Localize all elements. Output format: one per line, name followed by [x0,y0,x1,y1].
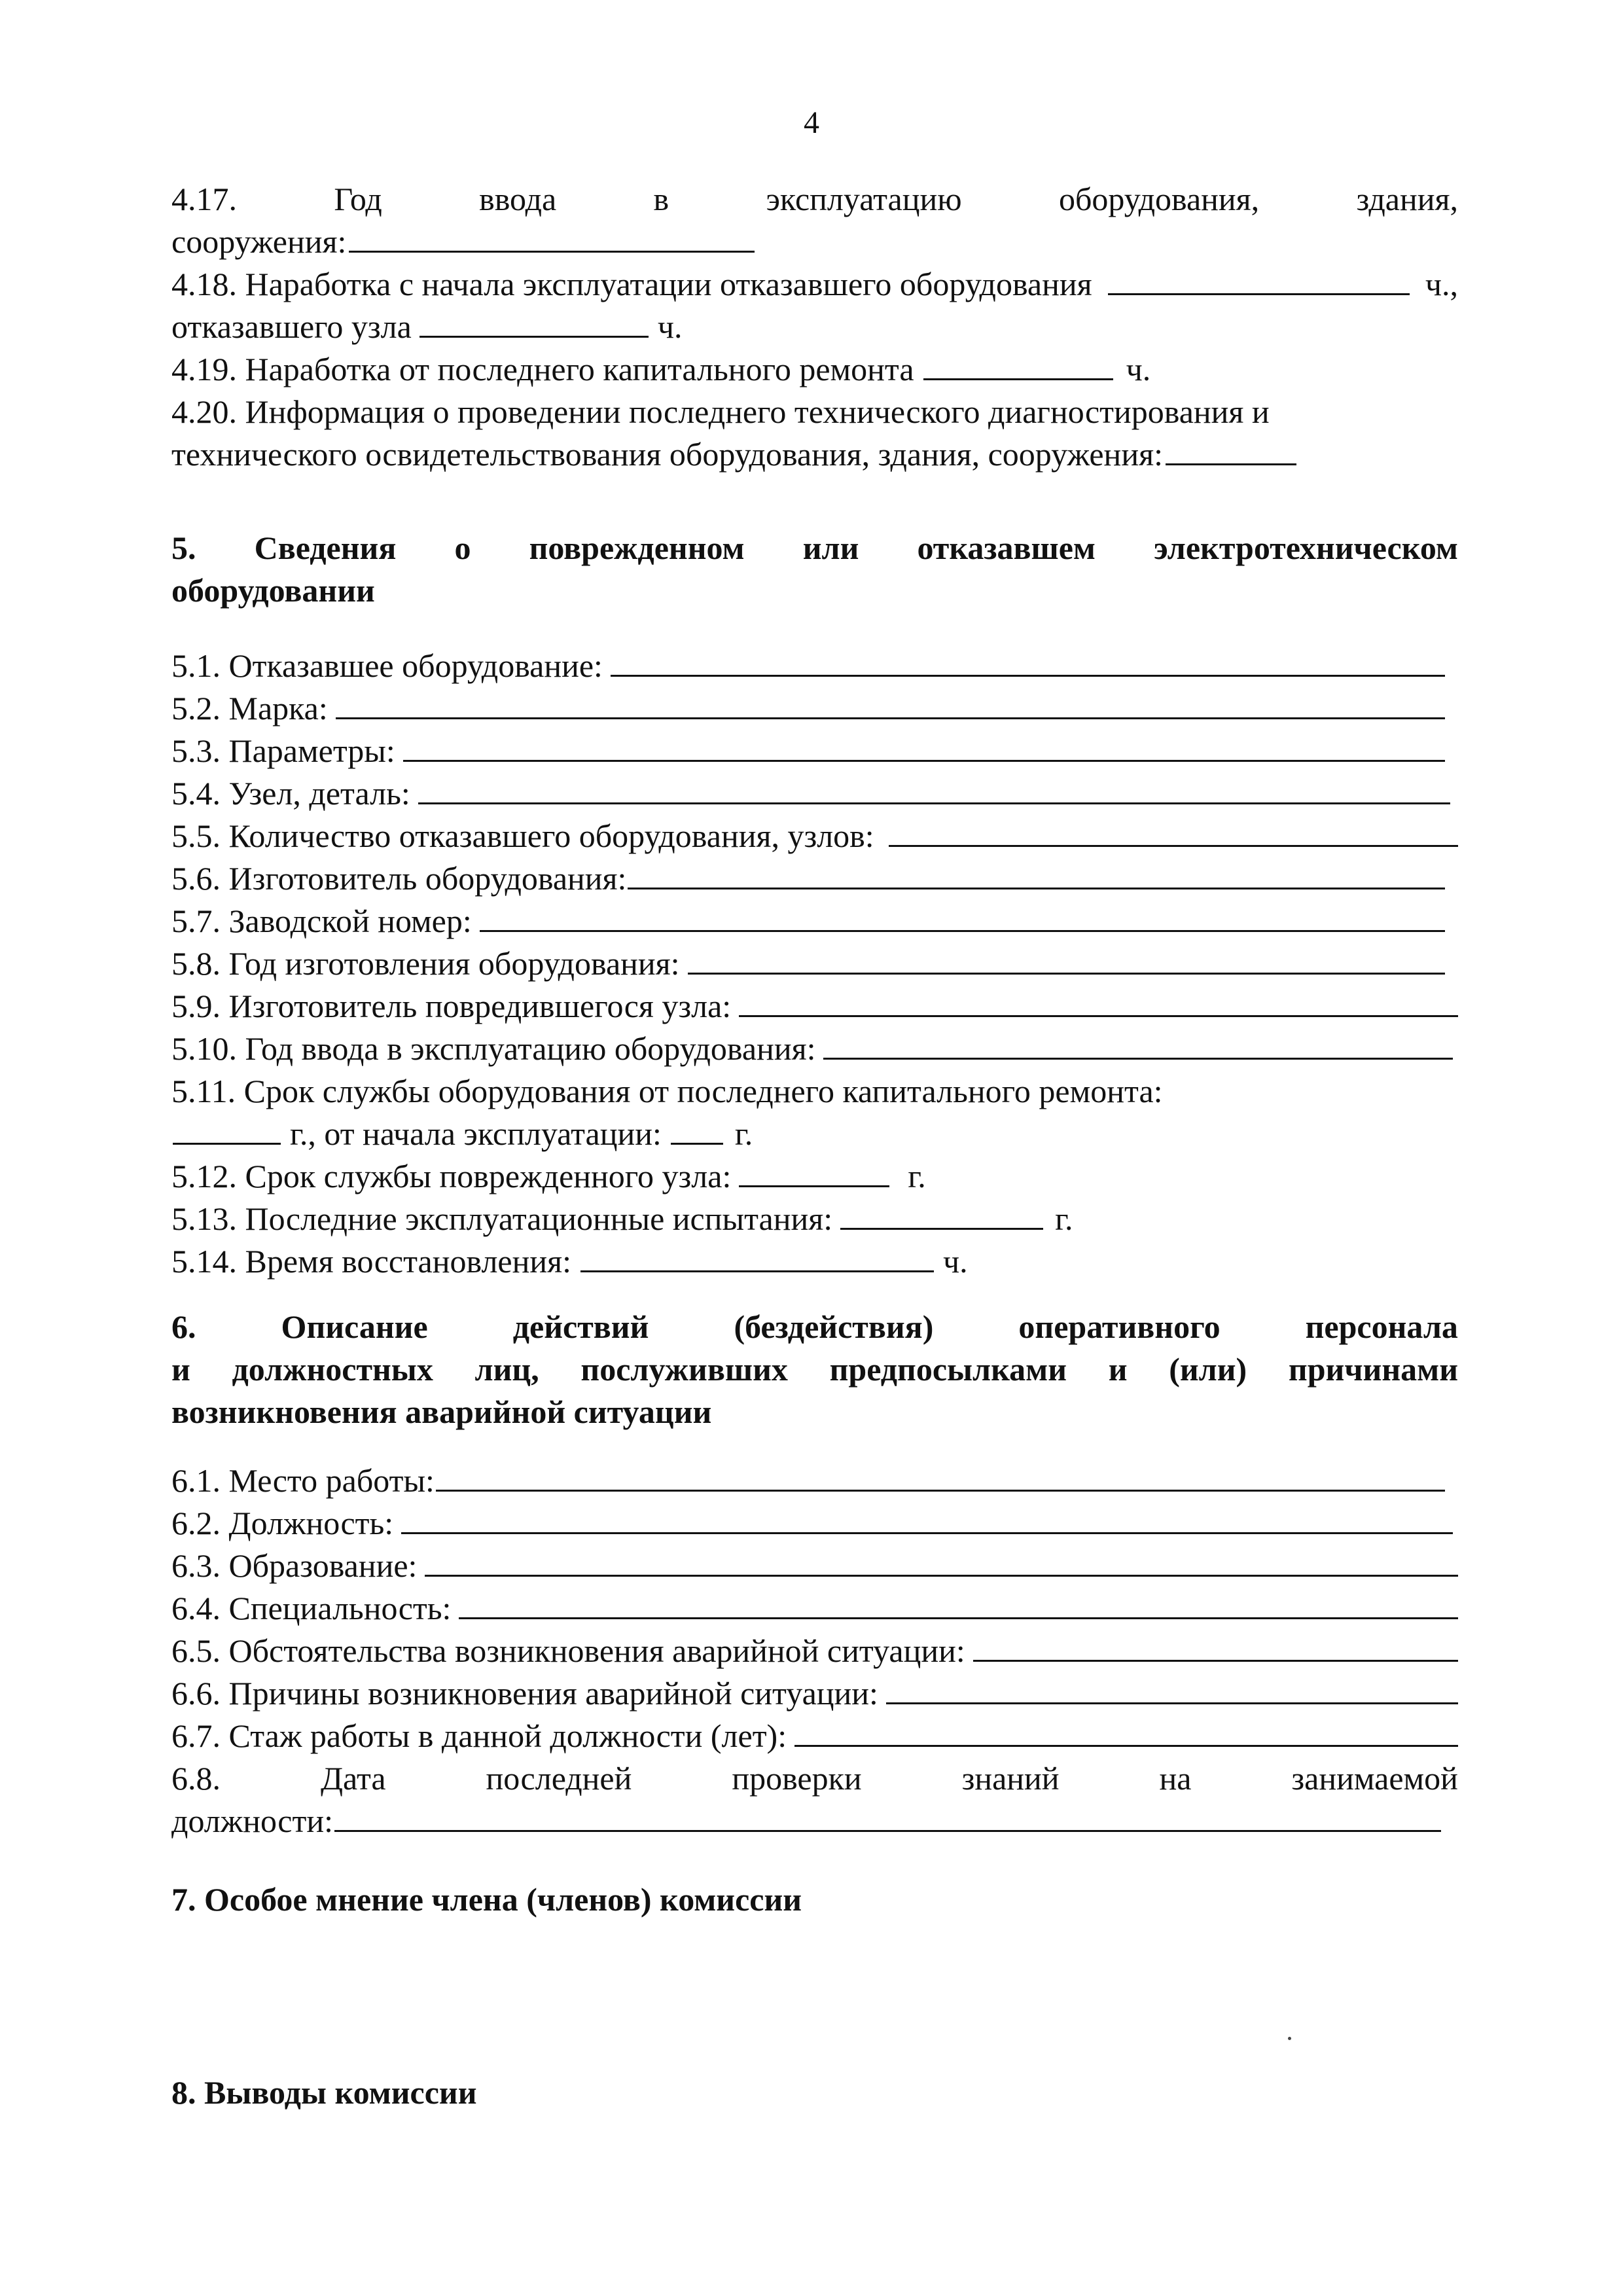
item-4-17-cont-label: сооружения: [171,223,347,260]
item-label: 5.7. Заводской номер: [171,903,472,939]
item-label: 5.6. Изготовитель оборудования: [171,860,627,897]
hours-since-overhaul-field[interactable] [923,351,1113,381]
item-label: 6.3. Образование: [171,1547,418,1584]
item-6-8-cont [171,1800,1458,1842]
item-label: 5.5. Количество отказавшего оборудования, узлов: [171,817,874,854]
recovery-time-field[interactable] [580,1243,934,1273]
experience-field[interactable] [794,1717,1458,1748]
heading-word: отказавшем [917,529,1096,566]
heading-word: предпосылками [829,1351,1067,1388]
section-6-heading [171,1306,1458,1433]
item-6-6 [171,1672,1458,1715]
item-label: 5.11. Срок службы оборудования от последнего капитального ремонта: [171,1073,1163,1109]
heading-line: возникновения аварийной ситуации [171,1393,712,1430]
heading-word: Сведения [254,529,397,566]
item-4-17-word: 4.17. [171,181,237,217]
item-word: 6.8. [171,1760,221,1797]
parameters-field[interactable] [403,732,1445,762]
heading-word: 5. [171,529,196,566]
item-label: 5.4. Узел, деталь: [171,775,410,812]
item-label: 5.14. Время восстановления: [171,1243,571,1280]
commission-year-equipment-field[interactable] [823,1030,1453,1060]
unit-label: г. [1055,1200,1073,1237]
item-label: должности: [171,1803,333,1839]
failed-equipment-hours-field[interactable] [1108,266,1410,296]
heading-word: послуживших [580,1351,788,1388]
item-5-13 [171,1198,1458,1240]
item-label: 5.13. Последние эксплуатационные испытания: [171,1200,833,1237]
heading-word: причинами [1288,1351,1458,1388]
item-label: 5.10. Год ввода в эксплуатацию оборудования: [171,1030,816,1067]
item-6-2 [171,1502,1458,1545]
item-5-7 [171,900,1458,942]
workplace-field[interactable] [436,1462,1445,1492]
item-4-17-word: эксплуатацию [766,181,962,217]
item-label: 6.6. Причины возникновения аварийной ситуации: [171,1675,878,1712]
commission-year-field[interactable] [349,223,755,253]
serial-number-field[interactable] [480,903,1445,933]
heading-word: поврежденном [529,529,745,566]
last-knowledge-check-field[interactable] [334,1803,1441,1833]
item-4-17-word: в [653,181,669,217]
item-4-19 [171,348,1458,391]
item-word: знаний [961,1760,1060,1797]
item-6-5 [171,1630,1458,1672]
unit-label: ч. [1126,351,1151,387]
failed-count-field[interactable] [889,817,1458,848]
service-life-overhaul-field[interactable] [173,1115,281,1145]
diagnostics-info-field[interactable] [1166,436,1296,466]
node-manufacturer-field[interactable] [739,988,1458,1018]
section-7-heading: 7. Особое мнение члена (членов) комиссии [171,1881,802,1918]
section-8-heading: 8. Выводы комиссии [171,2074,477,2111]
item-word: последней [486,1760,632,1797]
heading-word: должностных [232,1351,433,1388]
circumstances-field[interactable] [973,1632,1458,1662]
item-5-4 [171,772,1458,815]
last-tests-field[interactable] [840,1200,1043,1230]
item-label: 6.4. Специальность: [171,1590,452,1626]
item-6-1 [171,1460,1458,1502]
item-4-17-word: Год [334,181,382,217]
item-label: 5.12. Срок службы поврежденного узла: [171,1158,732,1194]
heading-word: (бездействия) [734,1308,934,1345]
item-4-17-cont [171,221,1458,263]
item-5-9 [171,985,1458,1028]
item-label: 5.2. Марка: [171,690,328,726]
item-4-17-word: ввода [479,181,557,217]
brand-field[interactable] [336,690,1445,720]
item-5-2 [171,687,1458,730]
item-5-5 [171,815,1458,857]
item-5-6 [171,857,1458,900]
item-5-12 [171,1155,1458,1198]
heading-word: персонала [1305,1308,1458,1345]
heading-word: лиц, [474,1351,539,1388]
heading-word: о [454,529,471,566]
item-label: 5.9. Изготовитель повредившегося узла: [171,988,732,1024]
item-5-8 [171,942,1458,985]
service-life-start-field[interactable] [671,1115,723,1145]
heading-word: 6. [171,1308,196,1345]
item-4-17-word: здания, [1356,181,1458,217]
item-label: 5.8. Год изготовления оборудования: [171,945,680,982]
heading-word: (или) [1169,1351,1247,1388]
manufacture-year-field[interactable] [688,945,1445,975]
item-5-11 [171,1070,1458,1113]
item-6-7 [171,1715,1458,1757]
item-word: занимаемой [1291,1760,1458,1797]
item-4-20 [171,391,1458,476]
item-4-18-cont-label: отказавшего узла [171,308,412,345]
item-4-17 [171,178,1458,221]
item-label: 6.7. Стаж работы в данной должности (лет): [171,1717,787,1754]
heading-word: или [802,529,859,566]
unit-label: г. [734,1115,753,1152]
manufacturer-field[interactable] [628,860,1445,890]
failed-node-hours-field[interactable] [419,308,649,338]
failed-equipment-field[interactable] [611,647,1445,677]
unit-label: ч. [657,308,683,345]
item-5-11-cont [171,1113,1458,1155]
item-6-3 [171,1545,1458,1587]
item-5-1 [171,645,1458,687]
section-7-content-area[interactable] [171,1921,1458,1986]
heading-word: и [171,1351,190,1388]
item-label: 6.5. Обстоятельства возникновения аварийной ситуации: [171,1632,965,1669]
item-4-18-label: 4.18. Наработка с начала эксплуатации отказавшего оборудования [171,266,1092,302]
education-field[interactable] [425,1547,1458,1577]
item-5-14 [171,1240,1458,1283]
item-5-3 [171,730,1458,772]
item-label: 6.1. Место работы: [171,1462,435,1499]
causes-field[interactable] [886,1675,1458,1705]
heading-word: действий [512,1308,649,1345]
unit-label: г., от начала эксплуатации: [290,1115,662,1152]
position-field[interactable] [401,1505,1453,1535]
specialty-field[interactable] [459,1590,1458,1620]
section-6-items [171,1460,1458,1842]
node-service-life-field[interactable] [739,1158,889,1188]
section-5-items [171,645,1458,1283]
item-6-4 [171,1587,1458,1630]
item-word: Дата [320,1760,386,1797]
item-5-10 [171,1028,1458,1070]
item-4-20-label: 4.20. Информация о проведении последнего технического диагностирования и технического освидетельствования оборудования, здания, сооружения: [171,393,1270,473]
item-4-18-cont [171,306,1458,348]
item-4-18 [171,263,1458,306]
node-part-field[interactable] [418,775,1450,805]
document-body [171,178,1458,2114]
section-5-heading-cont: оборудовании [171,572,375,609]
page-number: 4 [804,105,819,140]
item-4-17-word: оборудования, [1058,181,1260,217]
scan-speck [1288,2037,1291,2040]
item-6-8 [171,1757,1458,1800]
heading-word: и [1108,1351,1128,1388]
item-word: проверки [732,1760,862,1797]
unit-label: ч. [943,1243,968,1280]
item-4-19-label: 4.19. Наработка от последнего капитального ремонта [171,351,914,387]
item-label: 5.1. Отказавшее оборудование: [171,647,603,684]
heading-word: электротехническом [1154,529,1458,566]
section-5-heading [171,527,1458,569]
item-label: 6.2. Должность: [171,1505,394,1541]
heading-word: оперативного [1018,1308,1221,1345]
unit-label: ч., [1425,266,1458,302]
item-label: 5.3. Параметры: [171,732,395,769]
heading-word: Описание [281,1308,428,1345]
item-word: на [1159,1760,1192,1797]
unit-label: г. [908,1158,926,1194]
